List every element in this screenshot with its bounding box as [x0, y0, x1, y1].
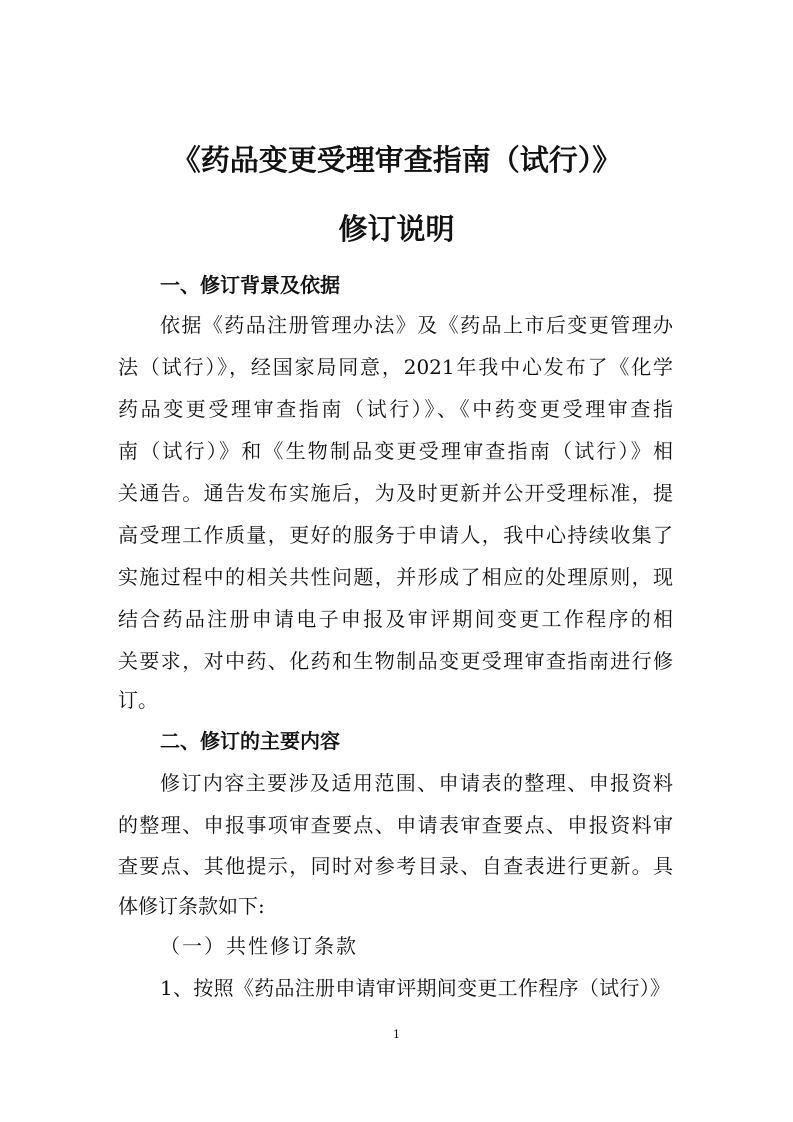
paragraph-line: 依据《药品注册管理办法》及《药品上市后变更管理办 [160, 313, 673, 337]
subsection-heading: （一）共性修订条款 [160, 934, 358, 958]
section-heading: 一、修订背景及依据 [160, 273, 340, 297]
paragraph-line: 关通告。通告发布实施后，为及时更新并公开受理标准，提 [118, 481, 673, 505]
list-item: 1、按照《药品注册申请审评期间变更工作程序（试行）》 [160, 976, 670, 1000]
paragraph-line: 南（试行）》和《生物制品变更受理审查指南（试行）》相 [118, 439, 673, 463]
paragraph-line: 的整理、申报事项审查要点、申请表审查要点、申报资料审 [118, 813, 673, 837]
paragraph-line: 药品变更受理审查指南（试行）》、《中药变更受理审查指 [118, 397, 673, 421]
paragraph-line: 订。 [118, 688, 158, 712]
paragraph-line: 高受理工作质量，更好的服务于申请人，我中心持续收集了 [118, 523, 673, 547]
paragraph-line: 关要求，对中药、化药和生物制品变更受理审查指南进行修 [118, 649, 673, 673]
paragraph-line: 体修订条款如下: [118, 894, 265, 918]
document-subtitle: 修订说明 [338, 212, 455, 246]
paragraph-line: 查要点、其他提示，同时对参考目录、自查表进行更新。具 [118, 854, 673, 878]
paragraph-line: 实施过程中的相关共性问题，并形成了相应的处理原则，现 [118, 565, 673, 589]
section-heading: 二、修订的主要内容 [160, 729, 340, 753]
paragraph-line: 法（试行）》，经国家局同意，2021年我中心发布了《化学 [118, 355, 673, 379]
paragraph-line: 修订内容主要涉及适用范围、申请表的整理、申报资料 [160, 771, 673, 795]
document-title: 《药品变更受理审查指南（试行）》 [171, 143, 622, 177]
page-number: 1 [393, 1028, 400, 1041]
paragraph-line: 结合药品注册申请电子申报及审评期间变更工作程序的相 [118, 607, 673, 631]
